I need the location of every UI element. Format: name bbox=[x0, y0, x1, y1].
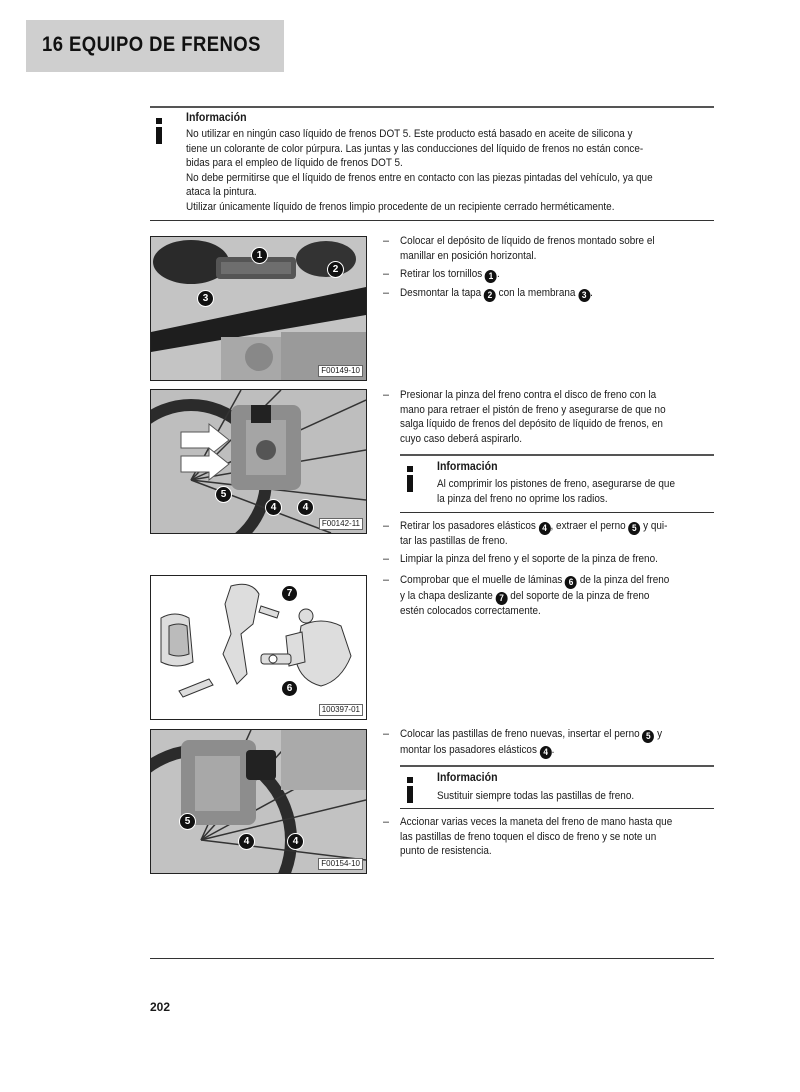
step-text-part: . bbox=[590, 287, 593, 299]
dash: – bbox=[383, 728, 390, 740]
info-line: Sustituir siempre todas las pastillas de freno. bbox=[437, 790, 635, 802]
info-icon bbox=[150, 116, 168, 146]
info-line: bidas para el empleo de líquido de frenos DOT 5. bbox=[186, 157, 403, 169]
chapter-header bbox=[26, 20, 284, 72]
info-rule bbox=[400, 808, 714, 809]
dash: – bbox=[383, 553, 390, 565]
step-text-part: con la membrana bbox=[495, 287, 579, 299]
step-text-part: Retirar los tornillos bbox=[400, 268, 486, 280]
info-line: ataca la pintura. bbox=[186, 186, 257, 198]
callout-3: 3 bbox=[197, 290, 214, 307]
step-text-part: Comprobar que el muelle de láminas bbox=[400, 574, 566, 586]
info-top-rule bbox=[150, 106, 714, 108]
info-icon bbox=[401, 775, 419, 805]
ref-number: 4 bbox=[540, 746, 552, 759]
page-number: 202 bbox=[150, 1000, 171, 1014]
figure-code: 100397-01 bbox=[319, 704, 363, 716]
figure-code: F00142-11 bbox=[319, 518, 363, 530]
step-text bbox=[400, 573, 669, 589]
info-title: Información bbox=[437, 772, 498, 784]
ref-number: 1 bbox=[485, 270, 497, 283]
callout-5: 5 bbox=[215, 486, 232, 503]
info-title: Información bbox=[437, 461, 498, 473]
step-text: Presionar la pinza del freno contra el disco de freno con la bbox=[400, 389, 657, 401]
callout-4: 4 bbox=[265, 499, 282, 516]
figure-caliper-press bbox=[150, 389, 367, 534]
step-text bbox=[400, 743, 554, 759]
step-text-part: y bbox=[654, 728, 663, 740]
callout-1: 1 bbox=[251, 247, 268, 264]
callout-6: 6 bbox=[281, 680, 298, 697]
dash: – bbox=[383, 235, 390, 247]
info-rule bbox=[400, 454, 714, 456]
callout-2: 2 bbox=[327, 261, 344, 278]
callout-4: 4 bbox=[297, 499, 314, 516]
dash: – bbox=[383, 389, 390, 401]
info-line: Al comprimir los pistones de freno, asegurarse de que bbox=[437, 478, 675, 490]
step-text: salga líquido de frenos del depósito de líquido de frenos, en bbox=[400, 418, 663, 430]
step-text-part: , extraer el perno bbox=[550, 520, 629, 532]
figure-new-pads bbox=[150, 729, 367, 874]
callout-7: 7 bbox=[281, 585, 298, 602]
callout-4: 4 bbox=[287, 833, 304, 850]
step-text-part: montar los pasadores elásticos bbox=[400, 743, 540, 756]
figure-code: F00149-10 bbox=[318, 365, 363, 377]
ref-number: 5 bbox=[642, 730, 654, 743]
footer-rule bbox=[150, 958, 714, 959]
ref-number: 6 bbox=[565, 576, 577, 589]
chapter-title: 16 EQUIPO DE FRENOS bbox=[42, 33, 261, 56]
ref-number: 5 bbox=[628, 522, 640, 535]
info-line: tiene un colorante de color púrpura. Las juntas y las conducciones del líquido de frenos no están conce- bbox=[186, 142, 644, 155]
info-line: No debe permitirse que el líquido de frenos entre en contacto con las piezas pintadas del vehículo, ya que bbox=[186, 171, 653, 184]
step-text: manillar en posición horizontal. bbox=[400, 249, 537, 262]
dash: – bbox=[383, 816, 390, 828]
ref-number: 7 bbox=[496, 592, 508, 605]
figure-code: F00154-10 bbox=[318, 858, 363, 870]
step-text-part: Retirar los pasadores elásticos bbox=[400, 520, 539, 532]
info-icon bbox=[401, 464, 419, 494]
info-line: la pinza del freno no oprime los radios. bbox=[437, 492, 608, 505]
info-line: No utilizar en ningún caso líquido de frenos DOT 5. Este producto está basado en aceite de silicona y bbox=[186, 128, 633, 140]
step-text bbox=[400, 589, 649, 605]
step-text: Colocar el depósito de líquido de frenos montado sobre el bbox=[400, 235, 655, 247]
step-text: Limpiar la pinza del freno y el soporte de la pinza de freno. bbox=[400, 553, 658, 565]
figure-exploded-caliper bbox=[150, 575, 367, 720]
step-text: Accionar varias veces la maneta del freno de mano hasta que bbox=[400, 816, 673, 828]
dash: – bbox=[383, 268, 390, 280]
callout-4: 4 bbox=[238, 833, 255, 850]
dash: – bbox=[383, 520, 390, 532]
step-text bbox=[400, 286, 593, 302]
ref-number: 4 bbox=[539, 522, 551, 535]
step-text: tar las pastillas de freno. bbox=[400, 534, 508, 547]
step-text-part: . bbox=[496, 268, 500, 280]
step-text-part: del soporte de la pinza de freno bbox=[507, 589, 650, 602]
info-bottom-rule bbox=[150, 220, 714, 221]
step-text-part: Colocar las pastillas de freno nuevas, insertar el perno bbox=[400, 728, 643, 740]
ref-number: 3 bbox=[578, 289, 590, 302]
dash: – bbox=[383, 287, 390, 299]
info-line: Utilizar únicamente líquido de frenos limpio procedente de un recipiente cerrado herméticamente. bbox=[186, 200, 615, 213]
step-text: las pastillas de freno toquen el disco de freno y se note un bbox=[400, 830, 657, 843]
info-rule bbox=[400, 765, 714, 767]
step-text-part: y la chapa deslizante bbox=[400, 589, 496, 602]
info-title: Información bbox=[186, 112, 247, 124]
info-rule bbox=[400, 512, 714, 513]
step-text bbox=[400, 267, 500, 283]
ref-number: 2 bbox=[484, 289, 496, 302]
step-text: mano para retraer el pistón de freno y asegurarse de que no bbox=[400, 403, 666, 416]
step-text: cuyo caso deberá aspirarlo. bbox=[400, 432, 523, 445]
figure-reservoir-cover bbox=[150, 236, 367, 381]
step-text-part: de la pinza del freno bbox=[577, 574, 670, 586]
step-text: punto de resistencia. bbox=[400, 845, 492, 857]
step-text: estén colocados correctamente. bbox=[400, 605, 541, 617]
step-text-part: . bbox=[551, 743, 555, 756]
step-text bbox=[400, 727, 662, 743]
step-text-part: Desmontar la tapa bbox=[400, 287, 484, 299]
dash: – bbox=[383, 574, 390, 586]
step-text-part: y qui- bbox=[640, 520, 668, 532]
callout-5: 5 bbox=[179, 813, 196, 830]
